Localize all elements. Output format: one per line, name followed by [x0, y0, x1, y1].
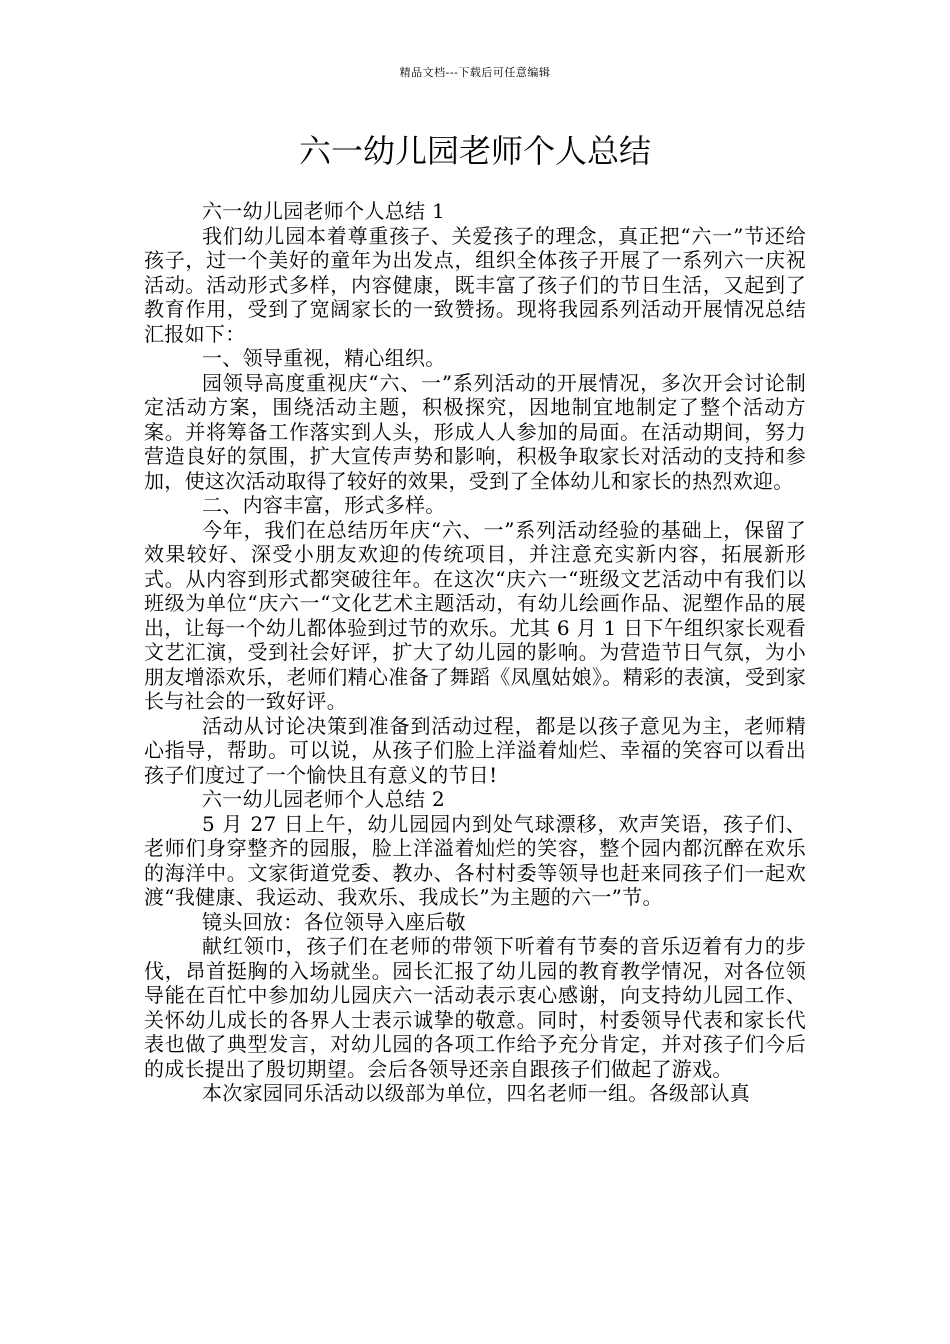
paragraph: 献红领巾，孩子们在老师的带领下听着有节奏的音乐迈着有力的步伐，昂首挺胸的入场就坐。园长汇报了幼儿园的教育教学情况，对各位领导能在百忙中参加幼儿园庆六一活动表示衷心感谢，向支持幼儿园工作、关怀幼儿成长的各界人士表示诚挚的敬意。同时，村委领导代表和家长代表也做了典型发言，对幼儿园的各项工作给予充分肯定，并对孩子们今后的成长提出了殷切期望。会后各领导还亲自跟孩子们做起了游戏。	[144, 934, 806, 1081]
header-note: 精品文档---下载后可任意编辑	[399, 66, 551, 79]
paragraph: 园领导高度重视庆“六、一”系列活动的开展情况，多次开会讨论制定活动方案，围绕活动主题，积极探究，因地制宜地制定了整个活动方案。并将筹备工作落实到人头，形成人人参加的局面。在活动期间，努力营造良好的氛围，扩大宣传声势和影响，积极争取家长对活动的支持和参加，使这次活动取得了较好的效果，受到了全体幼儿和家长的热烈欢迎。	[144, 370, 806, 493]
paragraph-subheading: 二、内容丰富，形式多样。	[202, 493, 446, 517]
document-body	[144, 199, 806, 1106]
paragraph-section-heading-2: 六一幼儿园老师个人总结 2	[202, 787, 445, 811]
paragraph-section-heading-1: 六一幼儿园老师个人总结 1	[202, 199, 445, 223]
paragraph: 今年，我们在总结历年庆“六、一”系列活动经验的基础上，保留了效果较好、深受小朋友欢迎的传统项目，并注意充实新内容，拓展新形式。从内容到形式都突破往年。在这次“庆六一“班级文艺活动中有我们以班级为单位“庆六一“文化艺术主题活动，有幼儿绘画作品、泥塑作品的展出，让每一个幼儿都体验到过节的欢乐。尤其 6 月 1 日下午组织家长观看文艺汇演，受到社会好评，扩大了幼儿园的影响。为营造节日气氛，为小朋友增添欢乐，老师们精心准备了舞蹈《凤凰姑娘》。精彩的表演，受到家长与社会的一致好评。	[144, 517, 806, 713]
paragraph: 本次家园同乐活动以级部为单位，四名老师一组。各级部认真	[202, 1081, 751, 1105]
paragraph: 我们幼儿园本着尊重孩子、关爱孩子的理念，真正把“六一”节还给孩子，过一个美好的童年为出发点，组织全体孩子开展了一系列六一庆祝活动。活动形式多样，内容健康，既丰富了孩子们的节日生活，又起到了教育作用，受到了宽阔家长的一致赞扬。现将我园系列活动开展情况总结汇报如下：	[144, 223, 806, 346]
paragraph: 活动从讨论决策到准备到活动过程，都是以孩子意见为主，老师精心指导，帮助。可以说，从孩子们脸上洋溢着灿烂、幸福的笑容可以看出孩子们度过了一个愉快且有意义的节日!	[144, 713, 806, 787]
document-title: 六一幼儿园老师个人总结	[298, 132, 651, 170]
paragraph: 镜头回放：各位领导入座后敬	[202, 909, 466, 934]
paragraph: 5 月 27 日上午，幼儿园园内到处气球漂移，欢声笑语，孩子们、老师们身穿整齐的园服，脸上洋溢着灿烂的笑容，整个园内都沉醉在欢乐的海洋中。文家街道党委、教办、各村村委等领导也赶来同孩子们一起欢渡“我健康、我运动、我欢乐、我成长”为主题的六一”节。	[144, 811, 806, 909]
paragraph-subheading: 一、领导重视，精心组织。	[202, 346, 446, 370]
